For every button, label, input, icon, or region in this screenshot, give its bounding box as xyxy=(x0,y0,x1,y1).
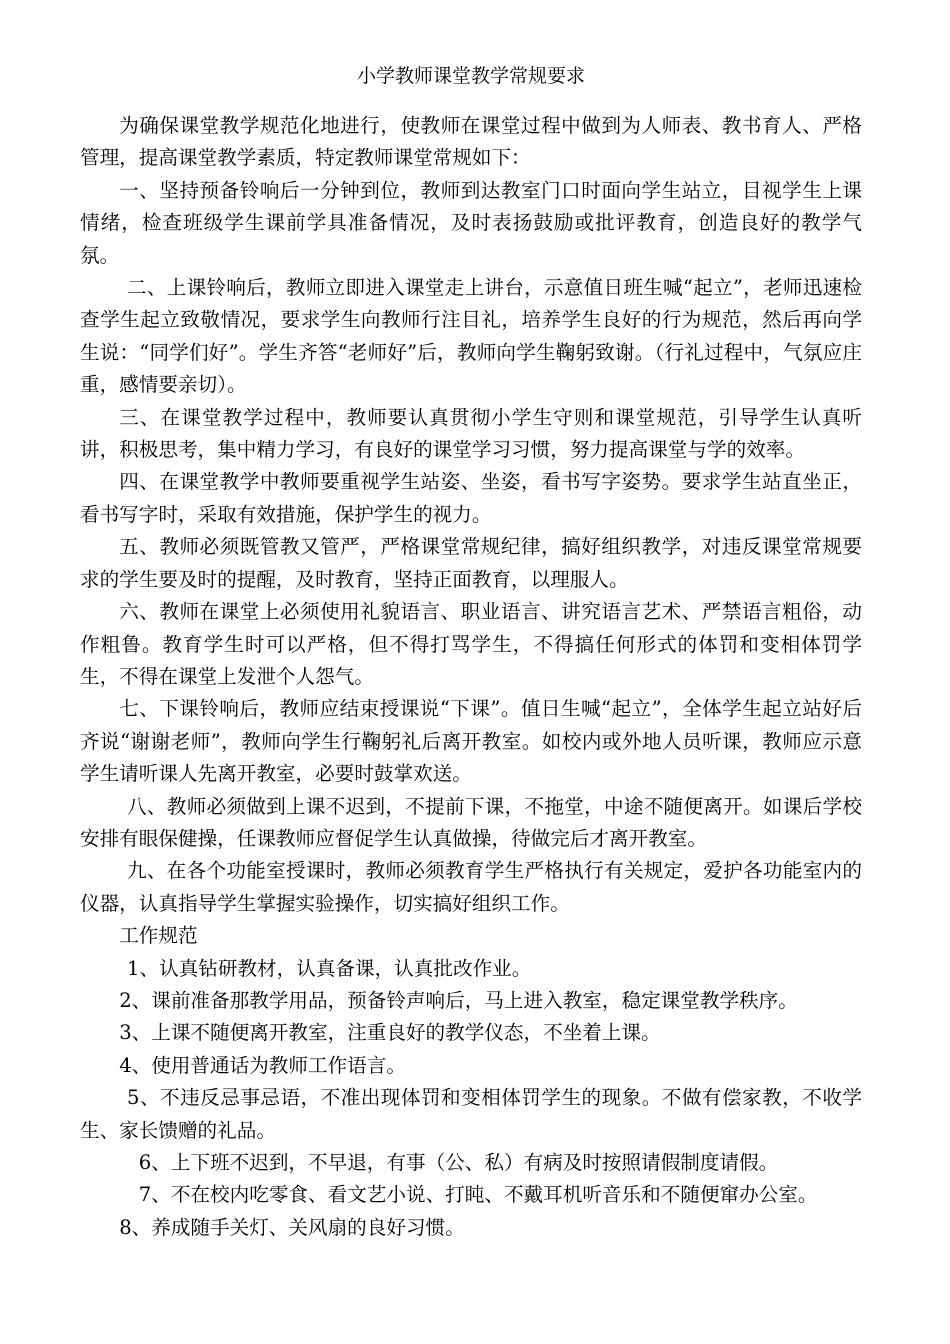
work-item-1: 1、认真钻研教材，认真备课，认真批改作业。 xyxy=(127,956,532,980)
rule-2: 二、上课铃响后，教师立即进入课堂走上讲台，示意值日班生喊“起立”，老师迅速检查学生起立致敬情况，要求学生向教师行注目礼，培养学生良好的行为规范，然后再向学生说：“同学们好”。学生齐答“老师好”后，教师向学生鞠躬致谢。（行礼过程中，气氛应庄重，感情要亲切）。 xyxy=(80,276,862,397)
rule-7: 七、下课铃响后，教师应结束授课说“下课”。值日生喊“起立”，全体学生起立站好后齐说“谢谢老师”，教师向学生行鞠躬礼后离开教室。如校内或外地人员听课，教师应示意学生请听课人先离开教室，必要时鼓掌欢送。 xyxy=(80,697,862,786)
document-page xyxy=(80,60,862,1244)
rule-1: 一、坚持预备铃响后一分钟到位，教师到达教室门口时面向学生站立，目视学生上课情绪，检查班级学生课前学具准备情况，及时表扬鼓励或批评教育，创造良好的教学气氛。 xyxy=(80,178,862,267)
work-rules-heading: 工作规范 xyxy=(119,924,198,948)
work-item-5: 5、不违反忌事忌语，不准出现体罚和变相体罚学生的现象。不做有偿家教，不收学生、家长馈赠的礼品。 xyxy=(80,1086,862,1142)
intro-paragraph: 为确保课堂教学规范化地进行，使教师在课堂过程中做到为人师表、教书育人、严格管理，提高课堂教学素质，特定教师课堂常规如下： xyxy=(80,114,862,170)
rule-3: 三、在课堂教学过程中，教师要认真贯彻小学生守则和课堂规范，引导学生认真听讲，积极思考，集中精力学习，有良好的课堂学习习惯，努力提高课堂与学的效率。 xyxy=(80,405,862,462)
rule-8: 八、教师必须做到上课不迟到，不提前下课，不拖堂，中途不随便离开。如课后学校安排有眼保健操，任课教师应督促学生认真做操，待做完后才离开教室。 xyxy=(80,794,862,850)
page-title: 小学教师课堂教学常规要求 xyxy=(356,65,585,87)
work-item-8: 8、养成随手关灯、关风扇的良好习惯。 xyxy=(119,1215,465,1239)
rule-4: 四、在课堂教学中教师要重视学生站姿、坐姿，看书写字姿势。要求学生站直坐正，看书写字时，采取有效措施，保护学生的视力。 xyxy=(80,470,862,526)
rule-6: 六、教师在课堂上必须使用礼貌语言、职业语言、讲究语言艺术、严禁语言粗俗，动作粗鲁。教育学生时可以严格，但不得打骂学生，不得搞任何形式的体罚和变相体罚学生，不得在课堂上发泄个人怨气。 xyxy=(80,600,862,688)
rule-9: 九、在各个功能室授课时，教师必须教育学生严格执行有关规定，爱护各功能室内的仪器，认真指导学生掌握实验操作，切实搞好组织工作。 xyxy=(80,859,862,915)
work-item-4: 4、使用普通话为教师工作语言。 xyxy=(119,1053,406,1077)
work-item-2: 2、课前准备那教学用品，预备铃声响后，马上进入教室，稳定课堂教学秩序。 xyxy=(119,988,798,1012)
work-item-3: 3、上课不随便离开教室，注重良好的教学仪态，不坐着上课。 xyxy=(119,1021,661,1045)
rule-5: 五、教师必须既管教又管严，严格课堂常规纪律，搞好组织教学，对违反课堂常规要求的学生要及时的提醒，及时教育，坚持正面教育，以理服人。 xyxy=(80,535,862,591)
work-item-6: 6、上下班不迟到，不早退，有事（公、私）有病及时按照请假制度请假。 xyxy=(138,1151,779,1174)
work-item-7: 7、不在校内吃零食、看文艺小说、打盹、不戴耳机听音乐和不随便窜办公室。 xyxy=(138,1183,818,1207)
